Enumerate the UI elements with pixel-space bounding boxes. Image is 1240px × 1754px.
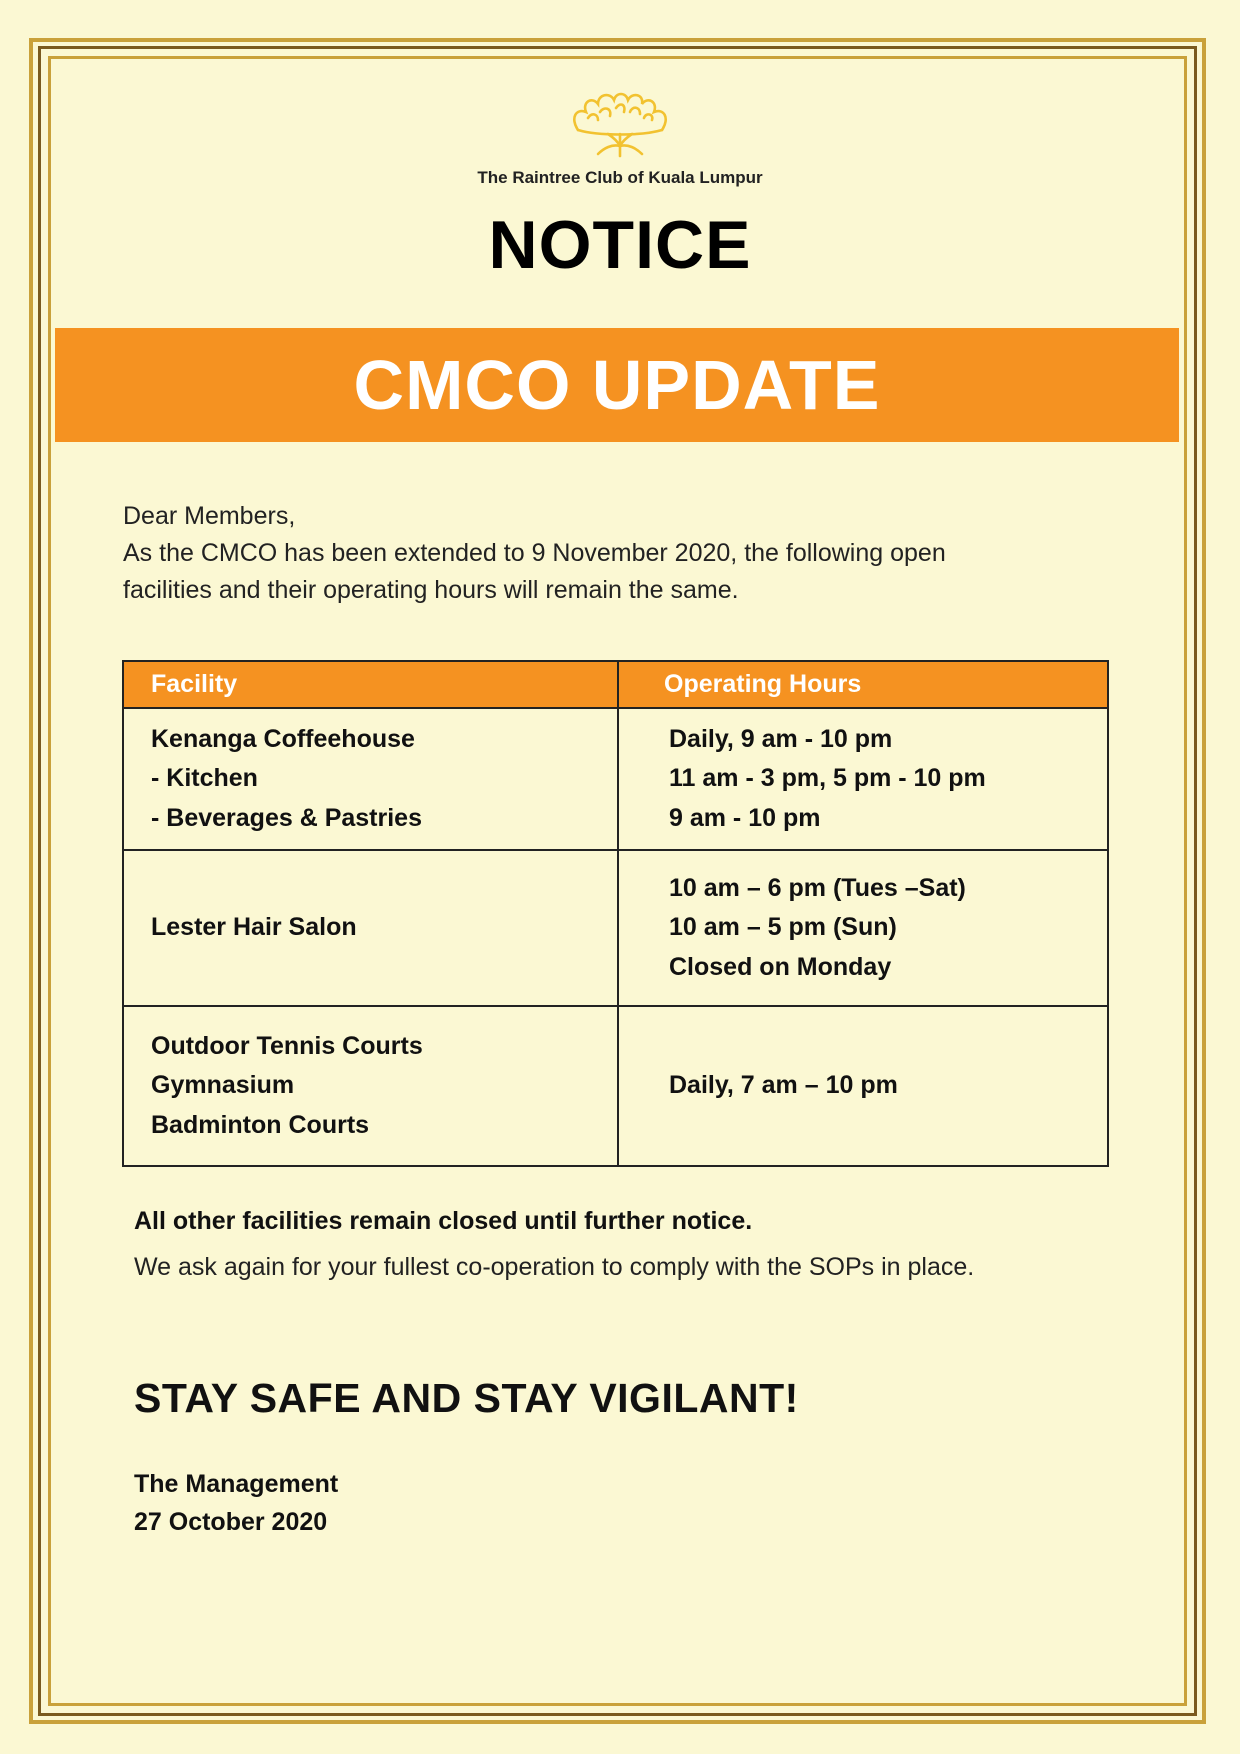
signoff xyxy=(134,1465,338,1541)
banner-title: CMCO UPDATE xyxy=(55,328,1179,442)
hours-cell xyxy=(618,1006,1108,1166)
greeting: Dear Members, xyxy=(123,502,296,530)
table-row xyxy=(123,850,1108,1006)
table-row xyxy=(123,1006,1108,1166)
facilities-table xyxy=(122,660,1109,1167)
signed-by: The Management xyxy=(134,1470,339,1498)
cooperation-note: We ask again for your fullest co-operation to comply with the SOPs in place. xyxy=(134,1253,975,1281)
closed-facilities-note: All other facilities remain closed until further notice. xyxy=(134,1207,753,1235)
table-header-row xyxy=(123,661,1108,708)
facility-line: Badminton Courts xyxy=(151,1110,370,1139)
facility-line: Kenanga Coffeehouse xyxy=(151,724,415,753)
raintree-logo-icon xyxy=(568,88,672,160)
facility-line: Lester Hair Salon xyxy=(151,913,357,942)
slogan: STAY SAFE AND STAY VIGILANT! xyxy=(134,1375,799,1421)
hours-line: 11 am - 3 pm, 5 pm - 10 pm xyxy=(669,764,986,793)
header-facility: Facility xyxy=(123,661,618,708)
facility-line: Gymnasium xyxy=(151,1071,295,1100)
facility-line: Outdoor Tennis Courts xyxy=(151,1031,423,1060)
facility-cell xyxy=(123,708,618,850)
notice-title: NOTICE xyxy=(488,207,752,283)
hours-line: Closed on Monday xyxy=(669,952,892,981)
facility-cell xyxy=(123,1006,618,1166)
hours-line: Daily, 9 am - 10 pm xyxy=(669,724,893,753)
hours-cell xyxy=(618,708,1108,850)
facility-line: - Beverages & Pastries xyxy=(151,803,422,832)
header-operating-hours: Operating Hours xyxy=(618,661,1108,708)
facility-cell xyxy=(123,850,618,1006)
hours-line: 10 am – 5 pm (Sun) xyxy=(669,913,897,942)
hours-line: 9 am - 10 pm xyxy=(669,803,821,832)
facility-line: - Kitchen xyxy=(151,764,258,793)
notice-date: 27 October 2020 xyxy=(134,1508,328,1536)
intro-line-2: facilities and their operating hours will remain the same. xyxy=(123,576,739,604)
intro-line-1: As the CMCO has been extended to 9 November 2020, the following open xyxy=(123,539,946,567)
club-name: The Raintree Club of Kuala Lumpur xyxy=(477,168,763,187)
hours-cell xyxy=(618,850,1108,1006)
intro-text xyxy=(123,498,1133,609)
table-row xyxy=(123,708,1108,850)
hours-line: Daily, 7 am – 10 pm xyxy=(669,1071,898,1100)
hours-line: 10 am – 6 pm (Tues –Sat) xyxy=(669,873,966,902)
